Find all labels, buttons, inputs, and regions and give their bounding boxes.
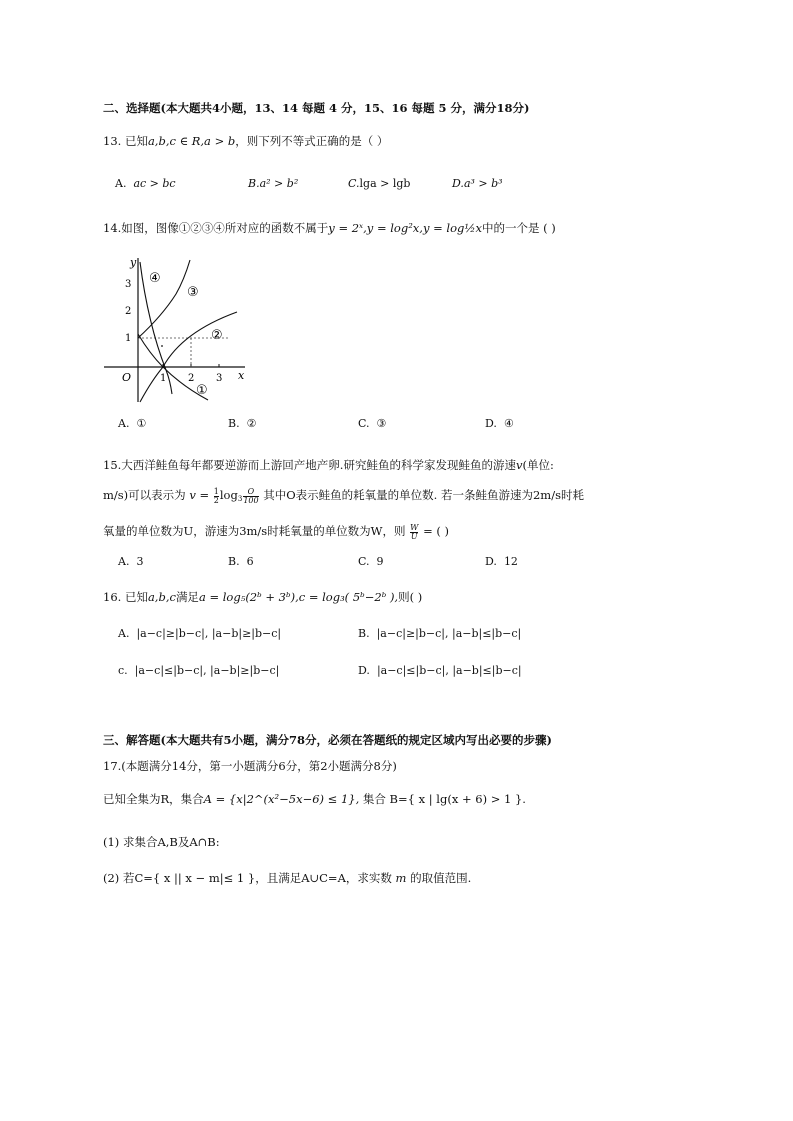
q15-line1-text: 15.大西洋鲑鱼每年都要逆游而上游回产地产卵.研究鲑鱼的科学家发现鲑鱼的游速 <box>103 458 516 472</box>
q14-option-d-label: D. <box>485 417 497 430</box>
q14-option-c-label: C. <box>358 417 370 430</box>
question-14-stem <box>103 220 556 236</box>
question-17-stem <box>103 791 526 807</box>
q15-log-base: 3 <box>237 495 243 503</box>
q14-function-graph <box>100 254 250 404</box>
q15-option-c[interactable] <box>358 554 384 570</box>
q16-option-d-text: |a−c|≤|b−c|, |a−b|≤|b−c| <box>376 664 522 677</box>
q15-line2-prefix: m/s)可以表示为 <box>103 488 186 502</box>
q16-option-c-text: |a−c|≤|b−c|, |a−b|≥|b−c| <box>134 664 280 677</box>
q16-option-b-text: |a−c|≥|b−c|, |a−b|≤|b−c| <box>376 627 522 640</box>
question-15-line-3 <box>103 523 449 541</box>
q15-option-b-label: B. <box>228 555 240 568</box>
q16-option-d-label: D. <box>358 664 370 677</box>
q13-stem-vars: a,b,c ∈ R,a > b <box>147 134 236 148</box>
x-tick-3: 3 <box>216 373 223 384</box>
question-15-line-2 <box>103 487 584 507</box>
q14-option-a-text: ① <box>136 417 147 430</box>
q15-line3-prefix: 氧量的单位数为U，游速为3m/s时耗氧量的单位数为W，则 <box>103 524 406 538</box>
curve-label-3: ③ <box>187 285 199 300</box>
q13-option-b[interactable] <box>248 176 298 192</box>
curve-label-2: ② <box>211 328 223 343</box>
q14-stem-suffix: 中的一个是 ( ) <box>482 221 556 235</box>
q14-option-a-label: A. <box>118 417 130 430</box>
q13-option-b-label: B. <box>248 177 260 190</box>
curve-label-1: ① <box>196 383 208 398</box>
q14-option-c[interactable] <box>358 416 386 432</box>
q14-stem-prefix: 14.如图，图像①②③④所对应的函数不属于 <box>103 221 329 235</box>
q16-option-d[interactable] <box>358 663 522 679</box>
q15-fraction-half: $\frac{1}{2}$ <box>213 486 219 505</box>
question-17-title: 17.(本题满分14分，第一小题满分6分，第2小题满分8分) <box>103 759 397 773</box>
q15-formula-left: v = <box>189 488 210 502</box>
q16-option-c-label: c. <box>118 664 128 677</box>
q15-line2-suffix: 其中O表示鲑鱼的耗氧量的单位数. 若一条鲑鱼游速为2m/s时耗 <box>263 488 584 502</box>
q17-part2-var: m <box>395 871 407 885</box>
q15-option-d-text: 12 <box>503 555 518 568</box>
q13-option-a[interactable] <box>115 176 176 192</box>
q17-set-b: 集合 B={ x | lg(x + 6) > 1 }. <box>362 792 526 806</box>
q14-option-c-text: ③ <box>376 417 387 430</box>
q16-stem-vars: a,b,c <box>147 590 176 604</box>
q14-option-b[interactable] <box>228 416 256 432</box>
q15-option-d-label: D. <box>485 555 497 568</box>
q13-option-a-label: A. <box>115 177 127 190</box>
q13-option-b-text: a² > b² <box>259 177 299 190</box>
x-axis-label: x <box>238 369 245 382</box>
q17-set-a: A = {x|2^(x²−5x−6) ≤ 1}, <box>203 792 360 806</box>
q15-option-a[interactable] <box>118 554 143 570</box>
q16-option-b[interactable] <box>358 626 521 642</box>
question-17-part-1: (1) 求集合A,B及A∩B: <box>103 835 220 849</box>
y-tick-1: 1 <box>125 333 132 344</box>
q15-line1-unit: (单位: <box>522 458 554 472</box>
question-16-stem <box>103 589 422 605</box>
q13-option-a-text: ac > bc <box>133 177 176 190</box>
q16-stem-suffix: 则( ) <box>398 590 423 604</box>
y-tick-2: 2 <box>125 306 132 317</box>
question-15-line-1 <box>103 457 554 473</box>
question-17-part-2 <box>103 870 471 886</box>
q15-option-b[interactable] <box>228 554 254 570</box>
q15-option-a-label: A. <box>118 555 130 568</box>
section-3-heading: 三、解答题(本大题共有5小题，满分78分，必须在答题纸的规定区域内写出必要的步骤) <box>103 733 552 747</box>
q16-stem-prefix: 16. 已知 <box>103 590 148 604</box>
q16-stem-middle: 满足 <box>175 590 199 604</box>
q15-option-c-text: 9 <box>376 555 384 568</box>
q14-option-d-text: ④ <box>503 417 514 430</box>
q14-option-b-label: B. <box>228 417 240 430</box>
section-2-heading: 二、选择题(本大题共4小题，13、14 每题 4 分，15、16 每题 5 分，满分18分) <box>103 101 530 115</box>
q16-option-a-text: |a−c|≥|b−c|, |a−b|≥|b−c| <box>136 627 282 640</box>
q13-option-d-text: a³ > b³ <box>463 177 503 190</box>
origin-label: O <box>122 371 132 384</box>
q13-stem-prefix: 13. 已知 <box>103 134 148 148</box>
q15-option-c-label: C. <box>358 555 370 568</box>
x-tick-1: 1 <box>160 373 167 384</box>
q13-option-d-label: D. <box>452 177 464 190</box>
x-tick-2: 2 <box>188 373 195 384</box>
y-tick-3: 3 <box>125 279 132 290</box>
q15-fraction-wu: $\frac{W}{U}$ <box>410 522 419 541</box>
q15-fraction-oxygen: $\frac{O}{100}$ <box>243 486 259 505</box>
y-axis-label: y <box>130 256 137 269</box>
q13-stem-suffix: ，则下列不等式正确的是（ ） <box>235 134 389 148</box>
q15-speed-var: v <box>515 458 523 472</box>
q13-option-c-text: lga > lgb <box>359 177 411 190</box>
curve-label-4: ④ <box>149 271 161 286</box>
q14-option-a[interactable] <box>118 416 146 432</box>
q16-option-a[interactable] <box>118 626 281 642</box>
q15-line3-suffix: = ( ) <box>423 524 449 538</box>
question-13-stem <box>103 133 388 149</box>
q13-option-c[interactable] <box>348 176 410 192</box>
q14-option-d[interactable] <box>485 416 514 432</box>
q16-stem-formula: a = log₅(2ᵇ + 3ᵇ),c = log₃( 5ᵇ−2ᵇ ), <box>198 590 399 604</box>
q15-log: log <box>219 488 238 502</box>
q17-stem-prefix: 已知全集为R，集合 <box>103 792 204 806</box>
q17-part2-prefix: (2) 若C={ x || x − m|≤ 1 }，且满足A∪C=A，求实数 <box>103 871 392 885</box>
q14-option-b-text: ② <box>246 417 257 430</box>
q13-option-c-label: C. <box>348 177 360 190</box>
q16-option-c[interactable] <box>118 663 279 679</box>
q15-option-a-text: 3 <box>136 555 144 568</box>
q13-option-d[interactable] <box>452 176 503 192</box>
q15-option-b-text: 6 <box>246 555 254 568</box>
q15-option-d[interactable] <box>485 554 518 570</box>
q17-part2-suffix: 的取值范围. <box>410 871 472 885</box>
q14-stem-functions: y = 2ˣ,y = log²x,y = log½x <box>328 221 482 235</box>
q16-option-a-label: A. <box>118 627 130 640</box>
q16-option-b-label: B. <box>358 627 370 640</box>
